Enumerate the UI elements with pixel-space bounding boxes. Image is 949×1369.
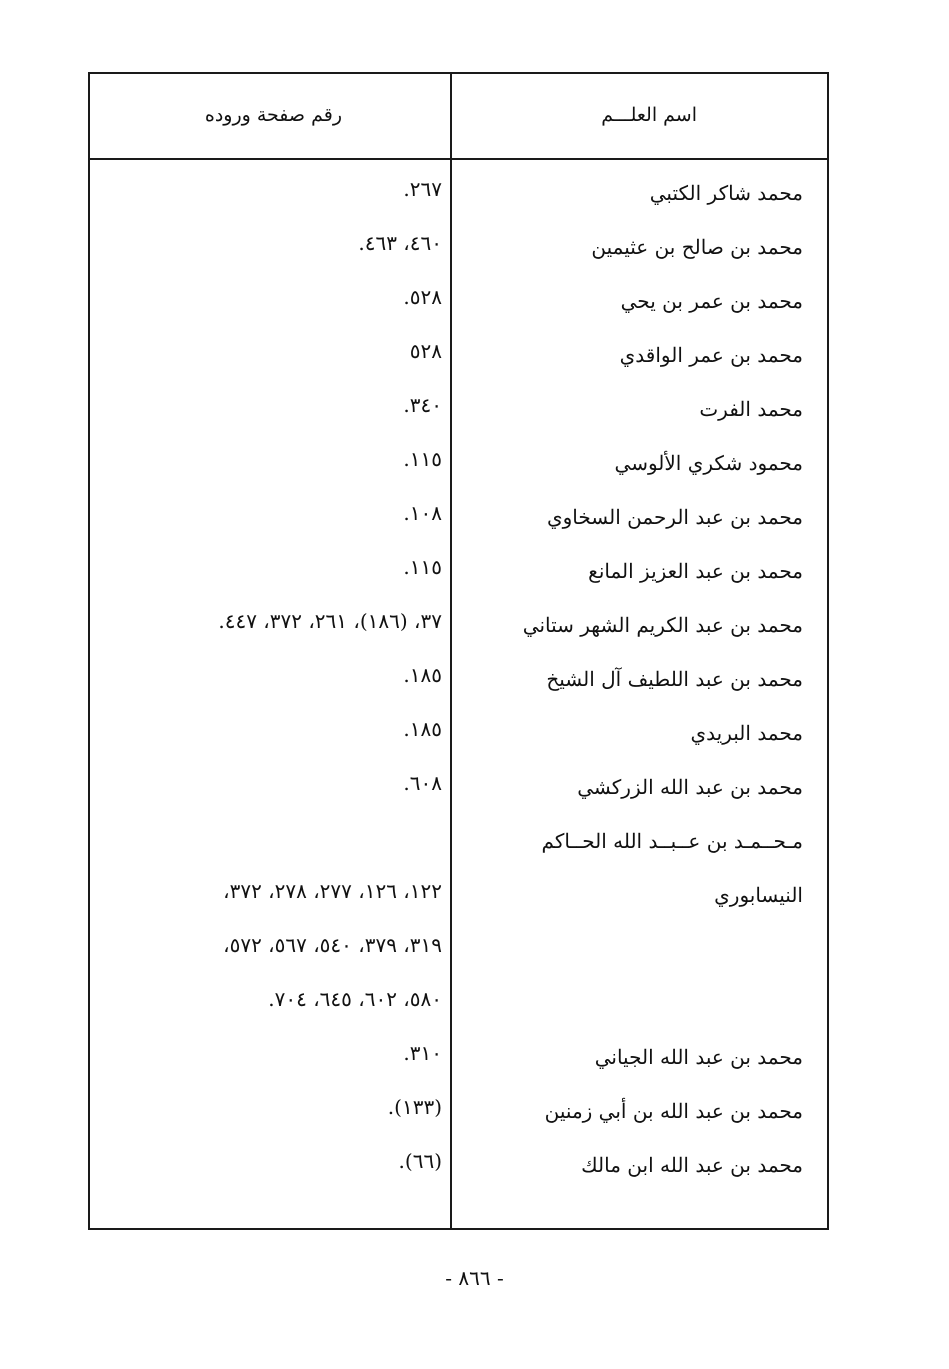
pages-cell: ٣١٠. (403, 1041, 442, 1065)
pages-cell: ٤٦٠، ٤٦٣. (358, 231, 442, 255)
index-table (88, 72, 829, 1230)
name-cell: محمد بن عبد الله الجياني (594, 1045, 803, 1069)
pages-cell: ١٨٥. (403, 663, 442, 687)
table-row (90, 493, 827, 547)
table-row (90, 1087, 827, 1141)
pages-cell: ١٢٢، ١٢٦، ٢٧٧، ٢٧٨، ٣٧٢، (223, 879, 442, 903)
table-row (90, 709, 827, 763)
name-cell: محمد بن عبد الله الزركشي (577, 775, 803, 799)
table-row (90, 331, 827, 385)
name-cell: محمد بن عبد الرحمن السخاوي (546, 505, 803, 529)
table-row (90, 547, 827, 601)
pages-cell: ٣٤٠. (403, 393, 442, 417)
page-number: - ٨٦٦ - (445, 1266, 504, 1290)
name-cell: النيسابوري (714, 883, 803, 907)
name-cell: محمد بن عمر الواقدي (619, 343, 803, 367)
header-name-column: اسم العلـــم (601, 104, 697, 126)
name-cell: محمد بن عبد الكريم الشهر ستاني (522, 613, 803, 637)
name-cell: محمد بن عبد الله بن أبي زمنين (544, 1099, 803, 1123)
pages-cell: ١٨٥. (403, 717, 442, 741)
name-cell: محمد بن صالح بن عثيمين (591, 235, 803, 259)
table-row (90, 1033, 827, 1087)
pages-cell: ٥٢٨. (403, 285, 442, 309)
table-row (90, 655, 827, 709)
pages-cell: ٥٨٠، ٦٠٢، ٦٤٥، ٧٠٤. (268, 987, 442, 1011)
table-row (90, 925, 827, 979)
table-row (90, 817, 827, 871)
header-pages-column: رقم صفحة وروده (204, 104, 342, 126)
pages-cell: ٥٢٨ (409, 339, 442, 363)
header-divider (90, 158, 827, 160)
name-cell: محمد بن عبد العزيز المانع (588, 559, 803, 583)
table-row (90, 601, 827, 655)
pages-cell: (١٣٣). (387, 1095, 442, 1119)
name-cell: محمد شاكر الكتبي (649, 181, 803, 205)
pages-cell: ١٠٨. (403, 501, 442, 525)
pages-cell: ٣١٩، ٣٧٩، ٥٤٠، ٥٦٧، ٥٧٢، (223, 933, 442, 957)
pages-cell: ٣٧، (١٨٦)، ٢٦١، ٣٧٢، ٤٤٧. (218, 609, 442, 633)
table-row (90, 385, 827, 439)
table-row (90, 439, 827, 493)
name-cell: محمد بن عبد اللطيف آل الشيخ (546, 667, 803, 691)
table-row (90, 277, 827, 331)
name-cell: محمد بن عمر بن يحي (620, 289, 803, 313)
name-cell: محمد الفرت (699, 397, 803, 421)
pages-cell: (٦٦). (398, 1149, 442, 1173)
table-row (90, 763, 827, 817)
name-cell: محمد البريدي (690, 721, 803, 745)
table-row (90, 169, 827, 223)
pages-cell: ١١٥. (403, 555, 442, 579)
name-cell: مـحــمـد بن عــبــد الله الحــاكم (541, 829, 803, 853)
table-body (90, 169, 827, 1228)
pages-cell: ١١٥. (403, 447, 442, 471)
pages-cell: ٢٦٧. (403, 177, 442, 201)
name-cell: محمد بن عبد الله ابن مالك (581, 1153, 803, 1177)
pages-cell: ٦٠٨. (403, 771, 442, 795)
table-row (90, 871, 827, 925)
table-row (90, 223, 827, 277)
name-cell: محمود شكري الألوسي (614, 451, 803, 475)
table-row (90, 979, 827, 1033)
table-row (90, 1141, 827, 1195)
